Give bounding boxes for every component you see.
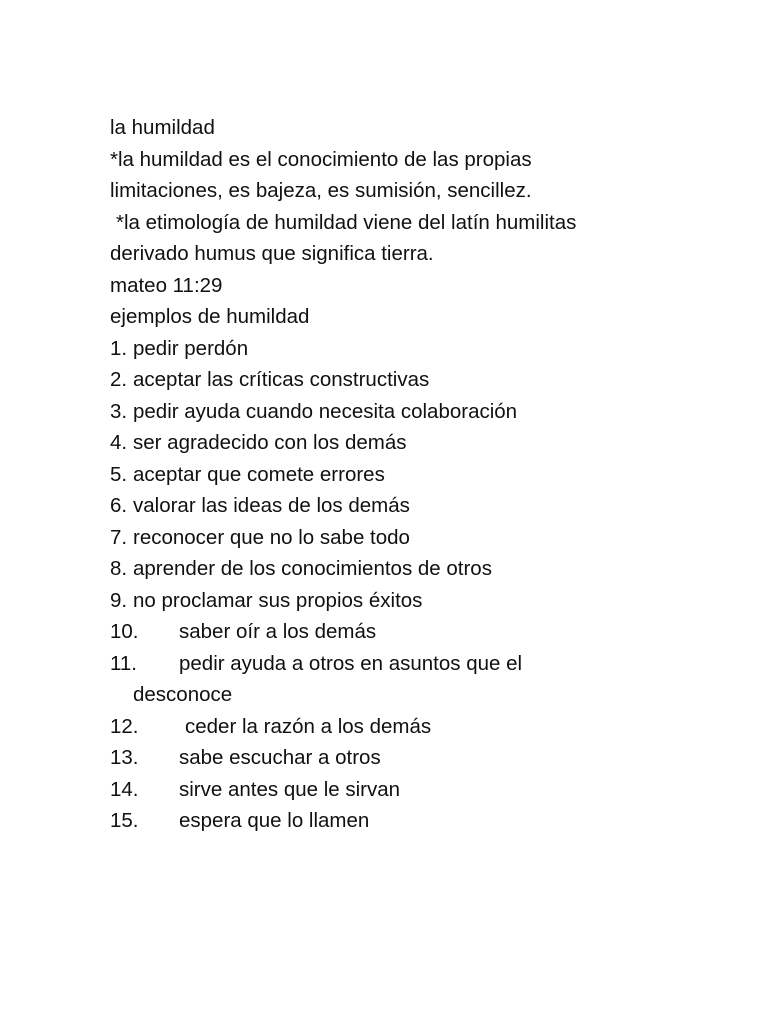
- list-number: 13.: [110, 746, 139, 769]
- list-item: [110, 774, 690, 806]
- definition-line-1: *la humildad es el conocimiento de las propias: [110, 147, 532, 171]
- list-number: 2.: [110, 368, 128, 391]
- list-text: pedir perdón: [133, 336, 249, 360]
- list-item: [110, 490, 690, 522]
- examples-heading: ejemplos de humildad: [110, 305, 310, 328]
- list-number: 7.: [110, 525, 128, 549]
- list-item: [110, 616, 690, 648]
- list-text: aceptar que comete errores: [133, 462, 385, 486]
- list-number: 12.: [110, 714, 139, 738]
- list-item: [110, 711, 690, 743]
- list-item: [110, 427, 690, 459]
- list-text: ser agradecido con los demás: [133, 431, 407, 454]
- definition-line-2: limitaciones, es bajeza, es sumisión, sencillez.: [110, 179, 532, 202]
- list-number: 1.: [110, 336, 128, 360]
- list-text: aceptar las críticas constructivas: [133, 368, 430, 391]
- list-text-continuation: desconoce: [133, 683, 233, 706]
- list-item: [110, 553, 690, 585]
- list-text: pedir ayuda cuando necesita colaboración: [133, 399, 518, 423]
- list-number: 10.: [110, 620, 139, 643]
- list-number: 3.: [110, 399, 128, 423]
- list-number: 8.: [110, 557, 128, 580]
- list-item: [110, 333, 690, 365]
- list-item: [110, 805, 690, 837]
- list-number: 15.: [110, 809, 139, 832]
- document-page: [110, 112, 690, 837]
- list-item: [110, 459, 690, 491]
- list-number: 14.: [110, 777, 139, 801]
- list-number: 6.: [110, 494, 128, 517]
- examples-list: [110, 333, 690, 837]
- list-text: ceder la razón a los demás: [185, 714, 432, 738]
- list-number: 9.: [110, 588, 128, 612]
- list-text: pedir ayuda a otros en asuntos que el: [179, 651, 523, 675]
- list-text: aprender de los conocimientos de otros: [133, 557, 492, 580]
- list-text: no proclamar sus propios éxitos: [133, 588, 423, 612]
- bible-reference: mateo 11:29: [110, 273, 223, 297]
- list-text: sirve antes que le sirvan: [179, 777, 401, 801]
- etymology-line-1: *la etimología de humildad viene del latín humilitas: [116, 210, 577, 234]
- list-text: saber oír a los demás: [179, 620, 377, 643]
- list-number: 4.: [110, 431, 128, 454]
- list-text: sabe escuchar a otros: [179, 746, 381, 769]
- list-item: [110, 522, 690, 554]
- list-number: 11.: [110, 651, 137, 675]
- list-item: [110, 742, 690, 774]
- list-text: valorar las ideas de los demás: [133, 494, 410, 517]
- list-text: espera que lo llamen: [179, 809, 370, 832]
- list-item: [110, 396, 690, 428]
- list-item: [110, 648, 690, 711]
- list-item: [110, 364, 690, 396]
- document-title: la humildad: [110, 116, 215, 139]
- list-item: [110, 585, 690, 617]
- list-text: reconocer que no lo sabe todo: [133, 525, 410, 549]
- list-number: 5.: [110, 462, 128, 486]
- etymology-line-2: derivado humus que significa tierra.: [110, 242, 434, 265]
